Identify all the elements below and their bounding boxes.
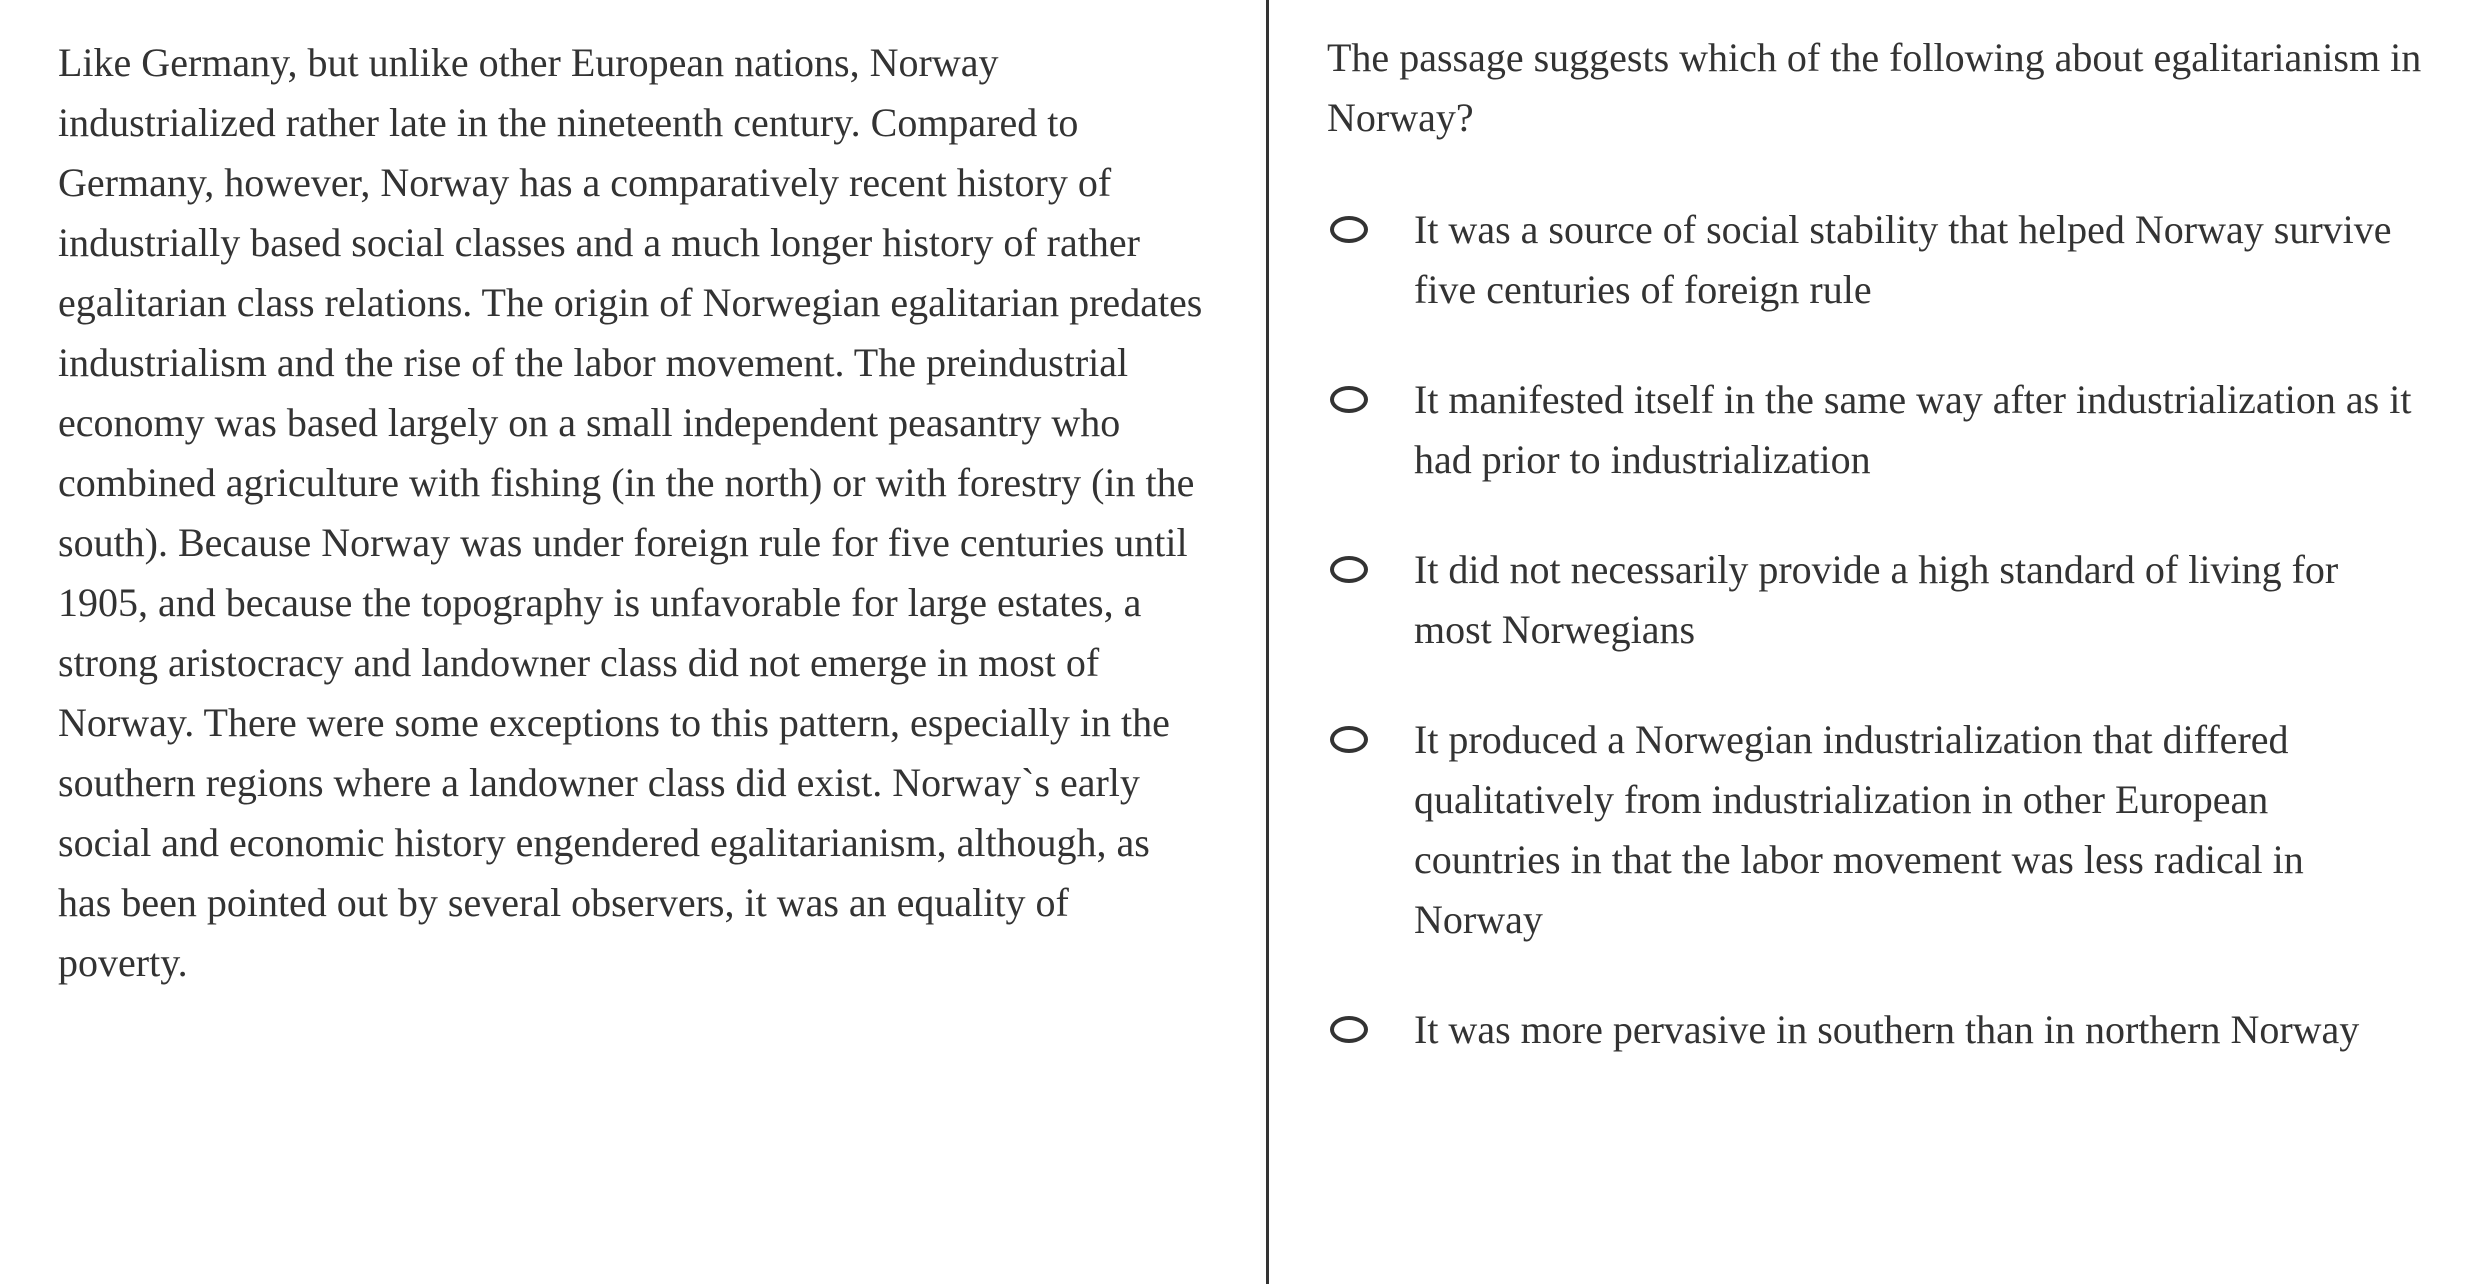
answer-options <box>1327 200 2477 1110</box>
answer-option-d[interactable] <box>1327 710 2477 950</box>
question-stem: The passage suggests which of the following about egalitarianism in Norway? <box>1327 35 2422 140</box>
passage-text: Like Germany, but unlike other European nations, Norway industrialized rather late in the nineteenth century. Compared to Germany, however, Norway has a comparatively recent history of industrially based social classes and a much longer history of rather egalitarian class relations. The origin of Norwegian egalitarian predates industrialism and the rise of the labor movement. The preindustrial economy was based largely on a small independent peasantry who combined agriculture with fishing (in the north) or with forestry (in the south). Because Norway was under foreign rule for five centuries until 1905, and because the topography is unfavorable for large estates, a strong aristocracy and landowner class did not emerge in most of Norway. There were some exceptions to this pattern, especially in the southern regions where a landowner class did exist. Norway`s early social and economic history engendered egalitarianism, although, as has been pointed out by several observers, it was an equality of poverty. <box>58 40 1203 985</box>
answer-option-a[interactable] <box>1327 200 2477 320</box>
radio-button-a[interactable] <box>1330 216 1368 243</box>
answer-option-label: It was a source of social stability that helped Norway survive five centuries of foreign rule <box>1414 207 2392 312</box>
answer-option-label: It did not necessarily provide a high standard of living for most Norwegians <box>1414 547 2339 652</box>
answer-option-b[interactable] <box>1327 370 2477 490</box>
answer-option-label: It produced a Norwegian industrialization that differed qualitatively from industrialization in other European countries in that the labor movement was less radical in Norway <box>1414 717 2304 942</box>
answer-option-label: It manifested itself in the same way after industrialization as it had prior to industrialization <box>1414 377 2412 482</box>
radio-button-c[interactable] <box>1330 556 1368 583</box>
answer-option-e[interactable] <box>1327 1000 2477 1060</box>
radio-button-b[interactable] <box>1330 386 1368 413</box>
radio-button-e[interactable] <box>1330 1016 1368 1043</box>
answer-option-label: It was more pervasive in southern than in northern Norway <box>1414 1007 2360 1052</box>
question-pane <box>1269 0 2487 1284</box>
answer-option-c[interactable] <box>1327 540 2477 660</box>
radio-button-d[interactable] <box>1330 726 1368 753</box>
